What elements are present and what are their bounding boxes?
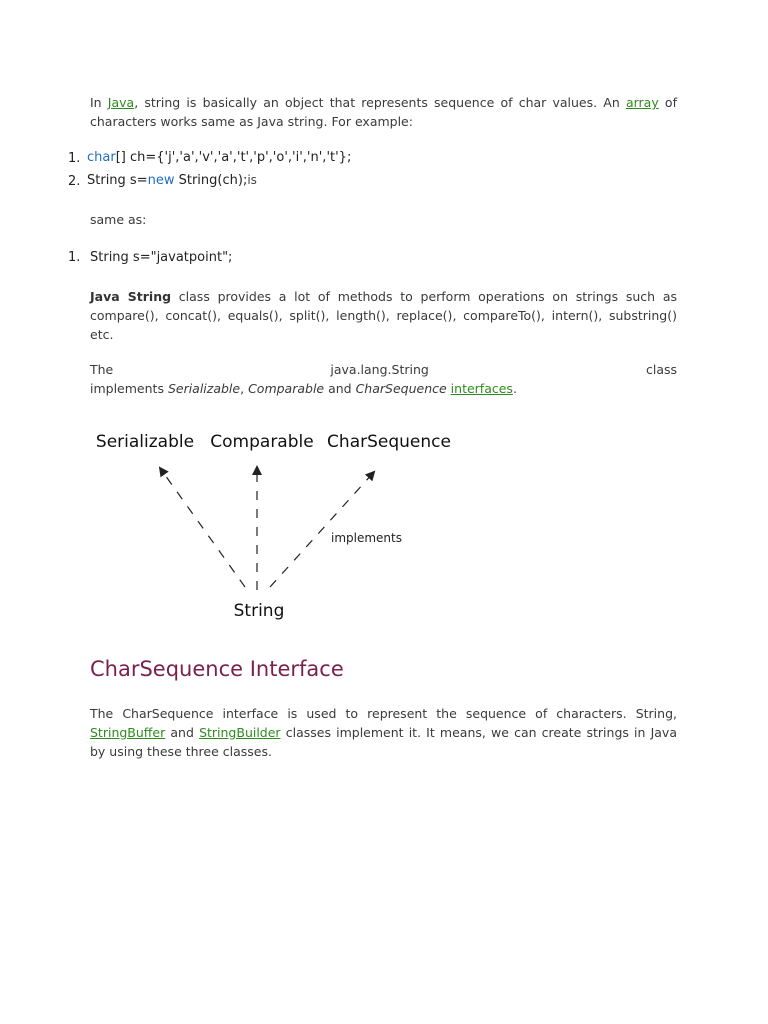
cs-text-1: The CharSequence interface is used to represent the sequence of characters. String, — [90, 706, 677, 721]
code-line-number-1: 1. — [68, 151, 81, 166]
comparable-label: Comparable — [210, 432, 314, 452]
and-text: and — [324, 381, 356, 396]
string-label: String — [233, 601, 285, 621]
charsequence-label: CharSequence — [327, 432, 451, 452]
code-line-2 — [87, 173, 257, 188]
arrow-to-serializable — [160, 468, 245, 587]
cs-text-2: and — [165, 725, 200, 740]
implements-label: implements — [331, 531, 402, 545]
arrow-to-charsequence — [270, 472, 374, 587]
comma-1: , — [240, 381, 249, 396]
methods-paragraph — [90, 287, 677, 344]
comparable-italic: Comparable — [248, 381, 325, 396]
java-link[interactable]: Java — [107, 95, 135, 110]
code-line-2-c: is — [247, 173, 257, 187]
cs-text-3: classes implement it. It means, we can create strings in Java by using these three classes. — [90, 725, 677, 759]
code-line-1-rest: [] ch={'j','a','v','a','t','p','o','i','n','t'}; — [115, 150, 352, 165]
stringbuilder-link[interactable]: StringBuilder — [199, 725, 281, 740]
implements-text: implements — [90, 381, 168, 396]
intro-text-3: of characters works same as Java string. For example: — [90, 95, 677, 129]
serializable-italic: Serializable — [167, 381, 241, 396]
intro-text-1: In — [90, 95, 108, 110]
implements-word-class: class — [645, 362, 677, 377]
charsequence-italic: CharSequence — [355, 381, 447, 396]
methods-text: class provides a lot of methods to perform operations on strings such as compare(), concat(), equals(), split(), length(), replace(), compareTo(), intern(), substring() etc. — [90, 289, 677, 342]
code-line-2-a: String s= — [87, 173, 148, 188]
implements-word-the: The — [90, 362, 114, 377]
intro-paragraph — [90, 93, 677, 131]
stringbuffer-link[interactable]: StringBuffer — [90, 725, 166, 740]
keyword-new: new — [147, 173, 175, 188]
interfaces-link[interactable]: interfaces — [450, 381, 513, 396]
charsequence-paragraph — [90, 704, 677, 761]
array-link[interactable]: array — [625, 95, 659, 110]
serializable-label: Serializable — [95, 432, 195, 452]
code-line-1 — [87, 150, 351, 165]
java-string-bold: Java String — [90, 289, 172, 304]
implements-word-class-name: java.lang.String — [330, 362, 429, 377]
period: . — [512, 381, 517, 396]
intro-text-2: , string is basically an object that represents sequence of char values. An — [134, 95, 626, 110]
charsequence-heading: CharSequence Interface — [90, 657, 344, 681]
code-line-number-2: 2. — [68, 174, 81, 189]
keyword-char: char — [87, 150, 116, 165]
interfaces-diagram — [0, 415, 768, 675]
code-line-2-b: String(ch); — [174, 173, 248, 188]
code2-line-number-1: 1. — [68, 250, 81, 265]
code2-line-1: String s="javatpoint"; — [90, 250, 233, 265]
same-as-text: same as: — [90, 212, 147, 227]
implements-paragraph — [90, 360, 677, 398]
